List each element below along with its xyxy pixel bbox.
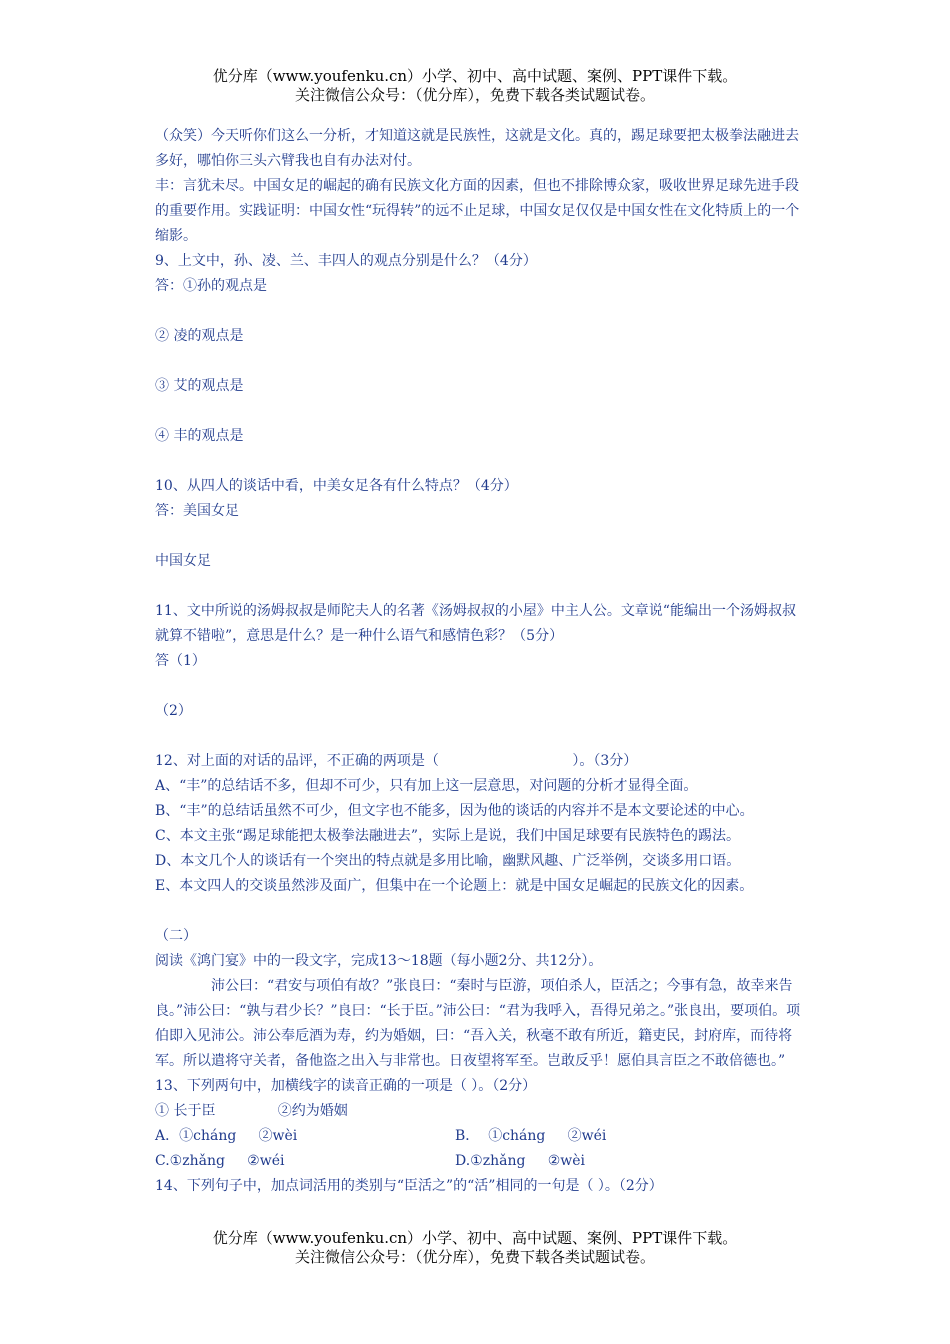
question-13-options-row-2 — [155, 1149, 805, 1174]
question-9: 9、上文中，孙、凌、兰、丰四人的观点分别是什么？（4分） — [155, 253, 537, 269]
footer-line-1: 优分库（www.youfenku.cn）小学、初中、高中试题、案例、PPT课件下载。 — [212, 1229, 738, 1247]
question-11: 11、文中所说的汤姆叔叔是师陀夫人的名著《汤姆叔叔的小屋》中主人公。文章说“能编出一个汤姆叔叔就算不错啦”，意思是什么？是一种什么语气和感情色彩？（5分） — [155, 603, 796, 644]
page-footer — [0, 1229, 950, 1267]
header-line-2: 关注微信公众号：（优分库），免费下载各类试题试卷。 — [294, 86, 655, 104]
question-14: 14、下列句子中，加点词活用的类别与“臣活之”的“活”相同的一句是（ ）。（2分） — [155, 1178, 663, 1194]
header-line-1: 优分库（www.youfenku.cn）小学、初中、高中试题、案例、PPT课件下载。 — [212, 67, 738, 85]
answer-9-2: ② 凌的观点是 — [155, 328, 244, 344]
page-header — [0, 67, 950, 105]
question-12: 12、对上面的对话的品评，不正确的两项是（ ）。（3分） — [155, 753, 638, 769]
question-10: 10、从四人的谈话中看，中美女足各有什么特点？（4分） — [155, 478, 518, 494]
answer-9-4: ④ 丰的观点是 — [155, 428, 244, 444]
passage-paragraph-1: （众笑）今天听你们这么一分析，才知道这就是民族性，这就是文化。真的，踢足球要把太极拳法融进去多好，哪怕你三头六臂我也自有办法对付。 — [155, 128, 799, 169]
option-12-c: C、本文主张“踢足球能把太极拳法融进去”，实际上是说，我们中国足球要有民族特色的踢法。 — [155, 828, 741, 844]
option-12-b: B、“丰”的总结话虽然不可少，但文字也不能多，因为他的谈话的内容并不是本文要论述的中心。 — [155, 803, 754, 819]
answer-10-1: 答：美国女足 — [155, 503, 239, 519]
footer-line-2: 关注微信公众号：（优分库），免费下载各类试题试卷。 — [294, 1248, 655, 1266]
answer-11-1: 答（1） — [155, 653, 206, 669]
option-12-a: A、“丰”的总结话不多，但却不可少，只有加上这一层意思，对问题的分析才显得全面。 — [155, 778, 698, 794]
answer-9-3: ③ 艾的观点是 — [155, 378, 244, 394]
passage-paragraph-2: 丰：言犹未尽。中国女足的崛起的确有民族文化方面的因素，但也不排除博众家，吸收世界足球先进手段的重要作用。实践证明：中国女性“玩得转”的远不止足球，中国女足仅仅是中国女性在文化特质上的一个缩影。 — [155, 178, 800, 244]
section-2-intro: 阅读《鸿门宴》中的一段文字，完成13～18题（每小题2分、共12分）。 — [155, 953, 603, 969]
question-13-items: ① 长于臣 ②约为婚姻 — [155, 1103, 348, 1119]
section-2-passage: 沛公曰：“君安与项伯有故？”张良曰：“秦时与臣游，项伯杀人，臣活之；今事有急，故幸来告良。”沛公曰：“孰与君少长？”良曰：“长于臣。”沛公曰：“君为我呼入，吾得兄弟之。”张良出，要项伯。项伯即入见沛公。沛公奉卮酒为寿，约为婚姻，曰：“吾入关，秋毫不敢有所近，籍吏民，封府库，而待将军。所以遣将守关者，备他盗之出入与非常也。日夜望将军至。岂敢反乎！愿伯具言臣之不敢倍德也。” — [155, 978, 801, 1069]
option-13-b: B． ①cháng ②wéi — [455, 1128, 607, 1144]
answer-11-2: （2） — [155, 703, 192, 719]
option-13-a: A．①cháng ②wèi — [155, 1128, 298, 1144]
answer-10-2: 中国女足 — [155, 553, 211, 569]
section-2-title: （二） — [155, 928, 197, 944]
option-12-e: E、本文四人的交谈虽然涉及面广，但集中在一个论题上：就是中国女足崛起的民族文化的因素。 — [155, 878, 754, 894]
option-13-d: D.①zhǎng ②wèi — [455, 1153, 585, 1169]
option-12-d: D、本文几个人的谈话有一个突出的特点就是多用比喻，幽默风趣、广泛举例，交谈多用口语。 — [155, 853, 741, 869]
document-body — [155, 124, 805, 1199]
option-13-c: C.①zhǎng ②wéi — [155, 1153, 285, 1169]
answer-9-1: 答：①孙的观点是 — [155, 278, 267, 294]
question-13-options-row-1 — [155, 1124, 805, 1149]
question-13: 13、下列两句中，加横线字的读音正确的一项是（ ）。（2分） — [155, 1078, 537, 1094]
